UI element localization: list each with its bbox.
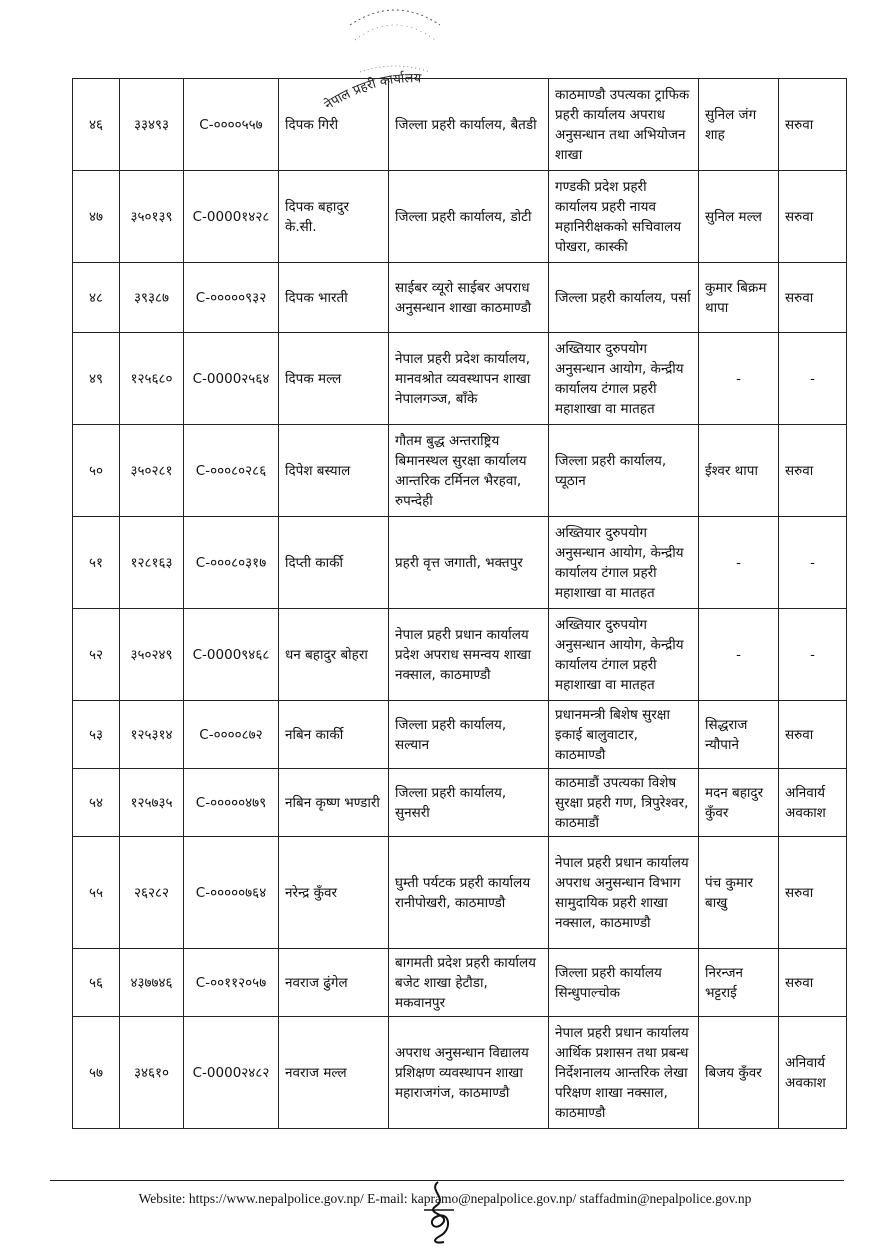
new-office: अख्तियार दुरुपयोग अनुसन्धान आयोग, केन्द्रीय कार्यालय टंगाल प्रहरी महाशाखा वा मातहत: [549, 517, 699, 609]
new-office: अख्तियार दुरुपयोग अनुसन्धान आयोग, केन्द्रीय कार्यालय टंगाल प्रहरी महाशाखा वा मातहत: [549, 333, 699, 425]
handwritten-signature: [418, 1180, 460, 1246]
employee-id: ३५०२४९: [120, 609, 184, 701]
current-office: प्रहरी वृत्त जगाती, भक्तपुर: [389, 517, 549, 609]
current-office: जिल्ला प्रहरी कार्यालय, बैतडी: [389, 79, 549, 171]
serial-number: ५२: [73, 609, 120, 701]
employee-id: ३९३८७: [120, 263, 184, 333]
supervisor-name: सुनिल जंग शाह: [699, 79, 779, 171]
supervisor-name: मदन बहादुर कुँवर: [699, 769, 779, 837]
table-row: [73, 837, 847, 949]
employee-name: नबिन कृष्ण भण्डारी: [279, 769, 389, 837]
employee-id: ३३४९३: [120, 79, 184, 171]
supervisor-name: निरन्जन भट्टराई: [699, 949, 779, 1017]
new-office: जिल्ला प्रहरी कार्यालय, प्यूठान: [549, 425, 699, 517]
remark: सरुवा: [779, 425, 847, 517]
table-row: [73, 79, 847, 171]
employee-code: C-०००००९३२: [184, 263, 279, 333]
supervisor-name: बिजय कुँवर: [699, 1017, 779, 1129]
new-office: प्रधानमन्त्री बिशेष सुरक्षा इकाई बालुवाटार, काठमाण्डौ: [549, 701, 699, 769]
employee-name: दिपक भारती: [279, 263, 389, 333]
new-office: नेपाल प्रहरी प्रधान कार्यालय अपराध अनुसन्धान विभाग सामुदायिक प्रहरी शाखा नक्साल, काठमाण्डौ: [549, 837, 699, 949]
employee-name: नवराज मल्ल: [279, 1017, 389, 1129]
serial-number: ४७: [73, 171, 120, 263]
current-office: जिल्ला प्रहरी कार्यालय, सुनसरी: [389, 769, 549, 837]
current-office: गौतम बुद्ध अन्तराष्ट्रिय बिमानस्थल सुरक्षा कार्यालय आन्तरिक टर्मिनल भैरहवा, रुपन्देही: [389, 425, 549, 517]
employee-code: C-0000२५६४: [184, 333, 279, 425]
current-office: नेपाल प्रहरी प्रदेश कार्यालय, मानवश्रोत व्यवस्थापन शाखा नेपालगञ्ज, बाँके: [389, 333, 549, 425]
table-row: [73, 609, 847, 701]
employee-name: दिपक बहादुर के.सी.: [279, 171, 389, 263]
seal-impression: [330, 0, 460, 80]
employee-code: C-०००००४७९: [184, 769, 279, 837]
supervisor-name: ईश्वर थापा: [699, 425, 779, 517]
serial-number: ४९: [73, 333, 120, 425]
current-office: जिल्ला प्रहरी कार्यालय, सल्यान: [389, 701, 549, 769]
current-office: साईबर व्यूरो साईबर अपराध अनुसन्धान शाखा काठमाण्डौ: [389, 263, 549, 333]
employee-code: C-0000२४८२: [184, 1017, 279, 1129]
employee-code: C-००११२०५७: [184, 949, 279, 1017]
serial-number: ५७: [73, 1017, 120, 1129]
table-row: [73, 701, 847, 769]
new-office: काठमाण्डौ उपत्यका ट्राफिक प्रहरी कार्यालय अपराध अनुसन्धान तथा अभियोजन शाखा: [549, 79, 699, 171]
serial-number: ५६: [73, 949, 120, 1017]
remark: सरुवा: [779, 837, 847, 949]
footer-contact: Website: https://www.nepalpolice.gov.np/ E-mail: kapramo@nepalpolice.gov.np/ staffadmin@nepalpolice.gov.np: [138, 1191, 752, 1206]
remark: सरुवा: [779, 79, 847, 171]
employee-code: C-०००८०२८६: [184, 425, 279, 517]
remark: -: [779, 609, 847, 701]
employee-name: नबिन कार्की: [279, 701, 389, 769]
current-office: अपराध अनुसन्धान विद्यालय प्रशिक्षण व्यवस्थापन शाखा महाराजगंज, काठमाण्डौ: [389, 1017, 549, 1129]
supervisor-name: पंच कुमार बाखु: [699, 837, 779, 949]
employee-code: C-0000१४२८: [184, 171, 279, 263]
serial-number: ५०: [73, 425, 120, 517]
footer-divider: [50, 1180, 844, 1181]
serial-number: ५३: [73, 701, 120, 769]
table-row: [73, 1017, 847, 1129]
stamp-text: नेपाल प्रहरी कार्यालय: [322, 71, 422, 114]
employee-name: नवराज ढुंगेल: [279, 949, 389, 1017]
employee-name: दिपेश बस्याल: [279, 425, 389, 517]
table-row: [73, 263, 847, 333]
table-row: [73, 517, 847, 609]
employee-name: धन बहादुर बोहरा: [279, 609, 389, 701]
table-row: [73, 171, 847, 263]
remark: सरुवा: [779, 701, 847, 769]
current-office: घुम्ती पर्यटक प्रहरी कार्यालय रानीपोखरी, काठमाण्डौ: [389, 837, 549, 949]
employee-name: नरेन्द्र कुँवर: [279, 837, 389, 949]
employee-code: C-0000९४६८: [184, 609, 279, 701]
remark: अनिवार्य अवकाश: [779, 769, 847, 837]
supervisor-name: -: [699, 333, 779, 425]
current-office: बागमती प्रदेश प्रहरी कार्यालय बजेट शाखा हेटौडा, मकवानपुर: [389, 949, 549, 1017]
serial-number: ४६: [73, 79, 120, 171]
employee-id: २६२८२: [120, 837, 184, 949]
new-office: गण्डकी प्रदेश प्रहरी कार्यालय प्रहरी नायव महानिरीक्षकको सचिवालय पोखरा, कास्की: [549, 171, 699, 263]
transfer-table-body: [73, 79, 847, 1129]
employee-code: C-०००००७६४: [184, 837, 279, 949]
transfer-table: [72, 78, 847, 1129]
remark: सरुवा: [779, 949, 847, 1017]
employee-id: १२८१६३: [120, 517, 184, 609]
new-office: अख्तियार दुरुपयोग अनुसन्धान आयोग, केन्द्रीय कार्यालय टंगाल प्रहरी महाशाखा वा मातहत: [549, 609, 699, 701]
table-row: [73, 949, 847, 1017]
employee-code: C-००००८७२: [184, 701, 279, 769]
supervisor-name: कुमार बिक्रम थापा: [699, 263, 779, 333]
new-office: जिल्ला प्रहरी कार्यालय सिन्धुपाल्चोक: [549, 949, 699, 1017]
serial-number: ४८: [73, 263, 120, 333]
serial-number: ५१: [73, 517, 120, 609]
employee-id: ४३७७४६: [120, 949, 184, 1017]
employee-code: C-०००८०३१७: [184, 517, 279, 609]
new-office: नेपाल प्रहरी प्रधान कार्यालय आर्थिक प्रशासन तथा प्रबन्ध निर्देशनालय आन्तरिक लेखा परिक्षण शाखा नक्साल, काठमाण्डौ: [549, 1017, 699, 1129]
supervisor-name: -: [699, 609, 779, 701]
employee-name: दिप्ती कार्की: [279, 517, 389, 609]
remark: -: [779, 517, 847, 609]
serial-number: ५४: [73, 769, 120, 837]
table-row: [73, 425, 847, 517]
employee-name: दिपक गिरी: [279, 79, 389, 171]
employee-id: ३५०२८१: [120, 425, 184, 517]
supervisor-name: सिद्धराज न्यौपाने: [699, 701, 779, 769]
remark: सरुवा: [779, 171, 847, 263]
new-office: जिल्ला प्रहरी कार्यालय, पर्सा: [549, 263, 699, 333]
remark: -: [779, 333, 847, 425]
employee-id: १२५३१४: [120, 701, 184, 769]
new-office: काठमाडौं उपत्यका विशेष सुरक्षा प्रहरी गण, त्रिपुरेश्वर, काठमाडौं: [549, 769, 699, 837]
supervisor-name: सुनिल मल्ल: [699, 171, 779, 263]
current-office: नेपाल प्रहरी प्रधान कार्यालय प्रदेश अपराध समन्वय शाखा नक्साल, काठमाण्डौ: [389, 609, 549, 701]
remark: अनिवार्य अवकाश: [779, 1017, 847, 1129]
employee-id: १२५६८०: [120, 333, 184, 425]
remark: सरुवा: [779, 263, 847, 333]
employee-id: १२५७३५: [120, 769, 184, 837]
current-office: जिल्ला प्रहरी कार्यालय, डोटी: [389, 171, 549, 263]
serial-number: ५५: [73, 837, 120, 949]
supervisor-name: -: [699, 517, 779, 609]
employee-name: दिपक मल्ल: [279, 333, 389, 425]
employee-id: ३४६१०: [120, 1017, 184, 1129]
employee-code: C-००००५५७: [184, 79, 279, 171]
table-row: [73, 333, 847, 425]
table-row: [73, 769, 847, 837]
employee-id: ३५०१३९: [120, 171, 184, 263]
